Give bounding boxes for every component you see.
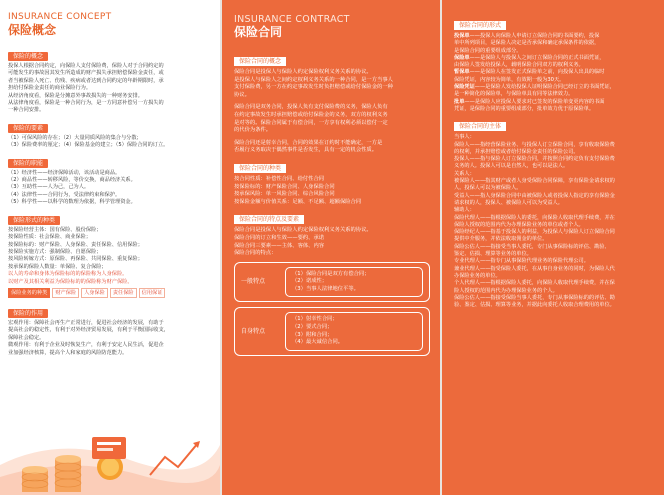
- term-desc: ——是保险人在签发正式保险单之前，向投保人出具的临时: [469, 69, 605, 76]
- term-desc: 单中所列项目，是保险人决定是否承保和确定承保条件的依据，: [454, 40, 600, 47]
- text-line: 保险合同的订立和生效——要约、承诺: [234, 234, 325, 241]
- text-line: 受益人——指人身保险合同中由被保险人或者投保人指定的享有保险金: [454, 192, 615, 199]
- text-line: （2）商品性——转移风险，等价交换，商品经济关系。: [8, 177, 136, 184]
- text-line: 投保人根据合同约定，向保险人支付保险费，保险人对于合同约定的: [8, 63, 164, 69]
- pill-property-insurance: 财产保险: [52, 288, 79, 298]
- contract-title-en: INSURANCE CONTRACT: [234, 14, 350, 25]
- text-line: 保险人授权的范围内代为办理保险业务的单位或者个人。: [454, 221, 584, 228]
- text-line: 宏观作用：保障社会再生产正常进行，促进社会经济的发展，有助于: [8, 319, 164, 326]
- text-line: 鉴定、估损、理算等业务的单位。: [454, 251, 532, 258]
- term-desc: ——是保险人与投保人之间订立保险合同的正式书面凭证，: [469, 54, 605, 61]
- text-line: [454, 69, 654, 76]
- text-line: 被保险人——指其财产或者人身受保险合同保障，享有保险金请求权的: [454, 178, 615, 185]
- list-item: （1）保险合同是双方有偿合同；: [292, 270, 370, 277]
- text-line: 业加强经济核算，提高个人和家庭的风险防范能力。: [8, 349, 128, 356]
- text-line: 人。投保人可以为被保险人。: [454, 185, 522, 192]
- term: 批单: [454, 98, 465, 105]
- text-line: 辅助人：: [454, 207, 475, 214]
- tag-contract-features: 保险合同的特点及要素: [234, 215, 304, 224]
- text-line: 保险公估人——指接受当事人委托，专门从事保险标的评估、勘验、: [454, 243, 610, 250]
- text-line: 按承保风险：单一风险合同、综合风险合同: [234, 191, 335, 198]
- text-line: 专业代理人——指专门从事保险代理业务的保险代理公司。: [454, 258, 589, 265]
- text-line: [454, 48, 654, 55]
- text-line: 的代价为条件。: [234, 127, 272, 134]
- tag-insurance-elements: 保险的要素: [8, 124, 48, 133]
- text-line: 保险合同是投保人与保险人约定保险权利义务关系的协议。: [234, 227, 372, 234]
- text-line: 当事人：: [454, 134, 475, 141]
- text-line: 按保险标的：财产保险、人身保险、责任保险、信用保险；: [8, 241, 143, 248]
- text-line: 协议。: [234, 91, 250, 98]
- text-line: 一种合同安排。: [8, 107, 45, 114]
- text-line: 担给付保险金责任的商业保险行为。: [8, 85, 92, 92]
- text-line: 保险公估人——指接受保险当事人委托，专门从事保险标的的评估、勘: [454, 294, 615, 301]
- text-line: 投保人——指与保险人订立保险合同，并按照合同约定负有支付保险费: [454, 156, 615, 163]
- term-desc: ——是保险人发给投保人证明保险合同已经订立的书面凭证，: [474, 84, 615, 91]
- text-line: 验、鉴定、估损、理算等业务，并据此向委托人收取合理费用的单位。: [454, 302, 615, 309]
- term-desc: 由保险人签发给投保人，载明保险合同双方的权利义务。: [454, 62, 584, 69]
- panel-insurance-contract: [222, 0, 440, 495]
- own-features-box: [234, 307, 430, 355]
- list-item: （1）射幸性合同；: [292, 316, 338, 323]
- text-line: 从经济角度看，保险是分摊意外事故损失的一种财务安排。: [8, 92, 143, 99]
- text-line: 保险合同是投保人与保险人约定保险权利义务关系的协议。: [234, 69, 372, 75]
- tag-insurance-role: 保险的作用: [8, 309, 48, 318]
- general-features-label: 一般特点: [241, 278, 266, 286]
- tag-insurance-definition: 保险的概念: [8, 52, 48, 61]
- contract-title-zh: 保险合同: [234, 25, 283, 39]
- pill-liability-insurance: 责任保险: [110, 288, 137, 298]
- text-line: 按承保的保险人数量：单保险、复合保险；: [8, 263, 107, 270]
- list-item: （3）当事人法律地位平等。: [292, 285, 359, 292]
- term-desc: 保险凭证，内容较为简单，有效期一般为30天。: [454, 76, 565, 83]
- text-line: 保险经纪人——指基于投保人的利益，为投保人与保险人订立保险合同: [454, 229, 615, 236]
- text-line: 按保险金额与价值关系：足额、不足额、超额保险合同: [234, 198, 362, 205]
- contract-features-text: [234, 227, 430, 257]
- term: 保险凭证: [454, 84, 475, 91]
- tag-contract-forms: 保险合同的形式: [454, 21, 506, 30]
- concept-title-en: INSURANCE CONCEPT: [8, 12, 112, 22]
- tag-insurance-forms: 保险形式的种类: [8, 216, 60, 225]
- contract-subjects-text: [454, 134, 654, 309]
- text-line: [454, 77, 654, 84]
- text-line: 义务的人。投保人可以是自然人，也可以是法人。: [454, 163, 569, 170]
- panel-insurance-concept: [0, 0, 220, 495]
- text-line: 是投保人与保险人之间约定权利义务关系的一种合同，是一方当事人: [234, 76, 393, 83]
- concept-title-zh: 保险概念: [8, 23, 57, 37]
- text-line: 按保险性质：社会保险、商业保险；: [8, 234, 92, 241]
- text-line: 兼业代理人——指受保险人委托，在从事自身业务的同时，为保险人代: [454, 265, 615, 272]
- elements-text: [8, 135, 212, 150]
- list-item: （3）附和合同；: [292, 331, 333, 338]
- tag-contract-subjects: 保险合同的主体: [454, 122, 506, 131]
- text-line: 按合同性质：补偿性合同、给付性合同: [234, 175, 325, 182]
- text-line: [454, 40, 654, 47]
- text-line: 请求权的人，投保人、被保险人可以为受益人。: [454, 199, 563, 206]
- coin-stack-illustration: [0, 415, 220, 495]
- text-line: （5）科学性——以科学的数理为依据，科学管理资金。: [8, 199, 136, 206]
- text-line: （1）经济性——经济保障活动，该活动是商品。: [8, 169, 121, 176]
- tag-insurance-functions: 保险的职能: [8, 159, 48, 168]
- highlight-line: 以人的寿命和身体为保险标的的保险称为人身保险。: [8, 271, 128, 278]
- definition-text: [8, 63, 212, 115]
- general-features-box: [234, 262, 430, 303]
- term: 投保单: [454, 33, 470, 39]
- text-line: （4）法律性——合同行为，受法律约束和保护。: [8, 191, 121, 198]
- text-line: 保险代理人——指根据保险人的委托，向保险人收取代理手续费，并在: [454, 214, 615, 221]
- tag-contract-definition: 保险合同的概念: [234, 57, 286, 66]
- text-line: 保险人——指经营保险业务、与投保人订立保险合同，享有收取保险费: [454, 141, 615, 148]
- pill-credit-guarantee: 信用保证: [139, 288, 166, 298]
- text-line: 个人代理人——指根据保险人委托，向保险人收取代理手续费，并在保: [454, 280, 615, 287]
- term-desc: 是保险合同的重要组成部分。: [454, 47, 522, 54]
- own-features-list: [285, 312, 423, 350]
- general-features-list: [285, 267, 423, 298]
- functions-text: [8, 170, 212, 207]
- term: 暂保单: [454, 69, 470, 76]
- text-line: （1）可保风险的存在；（2）大量同质风险的集合与分散；: [8, 134, 142, 141]
- text-line: 否履行义务取决于偶然事件是否发生，具有一定的机会性质。: [234, 147, 378, 154]
- text-line: 关系人：: [454, 170, 475, 177]
- text-line: 按保险标的：财产保险合同、人身保险合同: [234, 183, 335, 190]
- own-features-label: 自身特点: [241, 327, 266, 335]
- text-line: 保险合同三要素——主体、客体、内容: [234, 242, 325, 249]
- list-item: （2）诺成性；: [292, 278, 328, 285]
- highlight-line: 以财产及其相关利益为保险标的的保险称为财产保险。: [8, 278, 133, 285]
- pill-personal-insurance: 人身保险: [81, 288, 108, 298]
- text-line: 保险合同的特点：: [234, 250, 277, 257]
- text-line: [454, 91, 654, 98]
- text-line: 可能发生的事故因其发生所造成的财产损失承担赔偿保险金责任，或: [8, 70, 164, 77]
- text-line: 保障社会稳定。: [8, 334, 45, 341]
- text-line: 按保险经营主体：国有保险、股份保险；: [8, 226, 102, 233]
- text-line: 提供中介服务，并依法收取佣金的单位。: [454, 236, 548, 243]
- text-line: 微观作用：有利于企业及时恢复生产，有利于安定人民生活，促进企: [8, 342, 164, 349]
- text-line: 者当被保险人死亡、伤残、疾病或者达到合同约定的年龄期限时，承: [8, 77, 164, 84]
- tag-contract-types: 保险合同的种类: [234, 164, 286, 173]
- text-line: 按保险实施方式：强制保险、自愿保险；: [8, 248, 102, 255]
- text-line: （3）互助性——人为己，己为人。: [8, 184, 90, 191]
- text-line: 的权利，并承担赔偿或者给付保险金责任的保险公司。: [454, 148, 579, 155]
- term-desc: 是一种简化的保险单，与保险单具有同等法律效力。: [454, 91, 574, 98]
- text-line: 按风险转嫁方式：原保险、再保险、共同保险、重复保险；: [8, 256, 143, 263]
- text-line: 提高社会的稳定性，有利于对外经济贸易发展，有利于平衡国际收支，: [8, 327, 169, 334]
- panel-contract-form-and-subject: [442, 0, 664, 495]
- term-desc: ——是保险人应投保人要求对已签发的保险单变更内容的书面: [464, 98, 605, 105]
- list-item: （2）要式合同；: [292, 324, 333, 331]
- text-line: 保险合同是双务合同，投保人负有支付保险费的义务，保险人负有: [234, 104, 388, 111]
- term-desc: ——投保人向保险人申请订立保险合同的书面要约，投保: [469, 33, 600, 39]
- text-line: 支付保险费，另一方在约定事故发生时负担赔偿或给付保险金的一种: [234, 84, 393, 91]
- text-line: [454, 99, 654, 106]
- term-desc: 凭证，是保险合同的重要组成部分，批单效力优于原保险单。: [454, 105, 595, 112]
- pill-business-types: 保险业务的种类: [8, 288, 50, 298]
- contract-definition-text: [234, 69, 430, 155]
- text-line: 保险合同还是射幸合同，合同的效果在订约时不能确定，一方是: [234, 139, 383, 146]
- text-line: 办保险业务的单位。: [454, 272, 501, 279]
- business-types-row: [8, 288, 212, 298]
- term: 保险单: [454, 54, 470, 61]
- text-line: 从法律角度看，保险是一种合同行为，是一方同意补偿另一方损失的: [8, 100, 164, 107]
- text-line: （3）保险费率的厘定；（4）保险基金的建立；（5）保险合同的订立。: [8, 142, 169, 149]
- text-line: [454, 106, 654, 113]
- contract-forms-text: [454, 33, 654, 113]
- text-line: 在约定事故发生时承担赔偿或给付保险金的义务，双方的权利义务: [234, 111, 388, 118]
- list-item: （4）最大诚信合同。: [292, 339, 344, 346]
- text-line: 险人授权的范围内代为办理保险业务的个人。: [454, 287, 558, 294]
- text-line: 是对等的。保险合同属于有偿合同，一方享有权利必须以偿付一定: [234, 119, 388, 126]
- contract-types-text: [234, 176, 430, 206]
- forms-text: [8, 227, 212, 286]
- role-text: [8, 320, 212, 357]
